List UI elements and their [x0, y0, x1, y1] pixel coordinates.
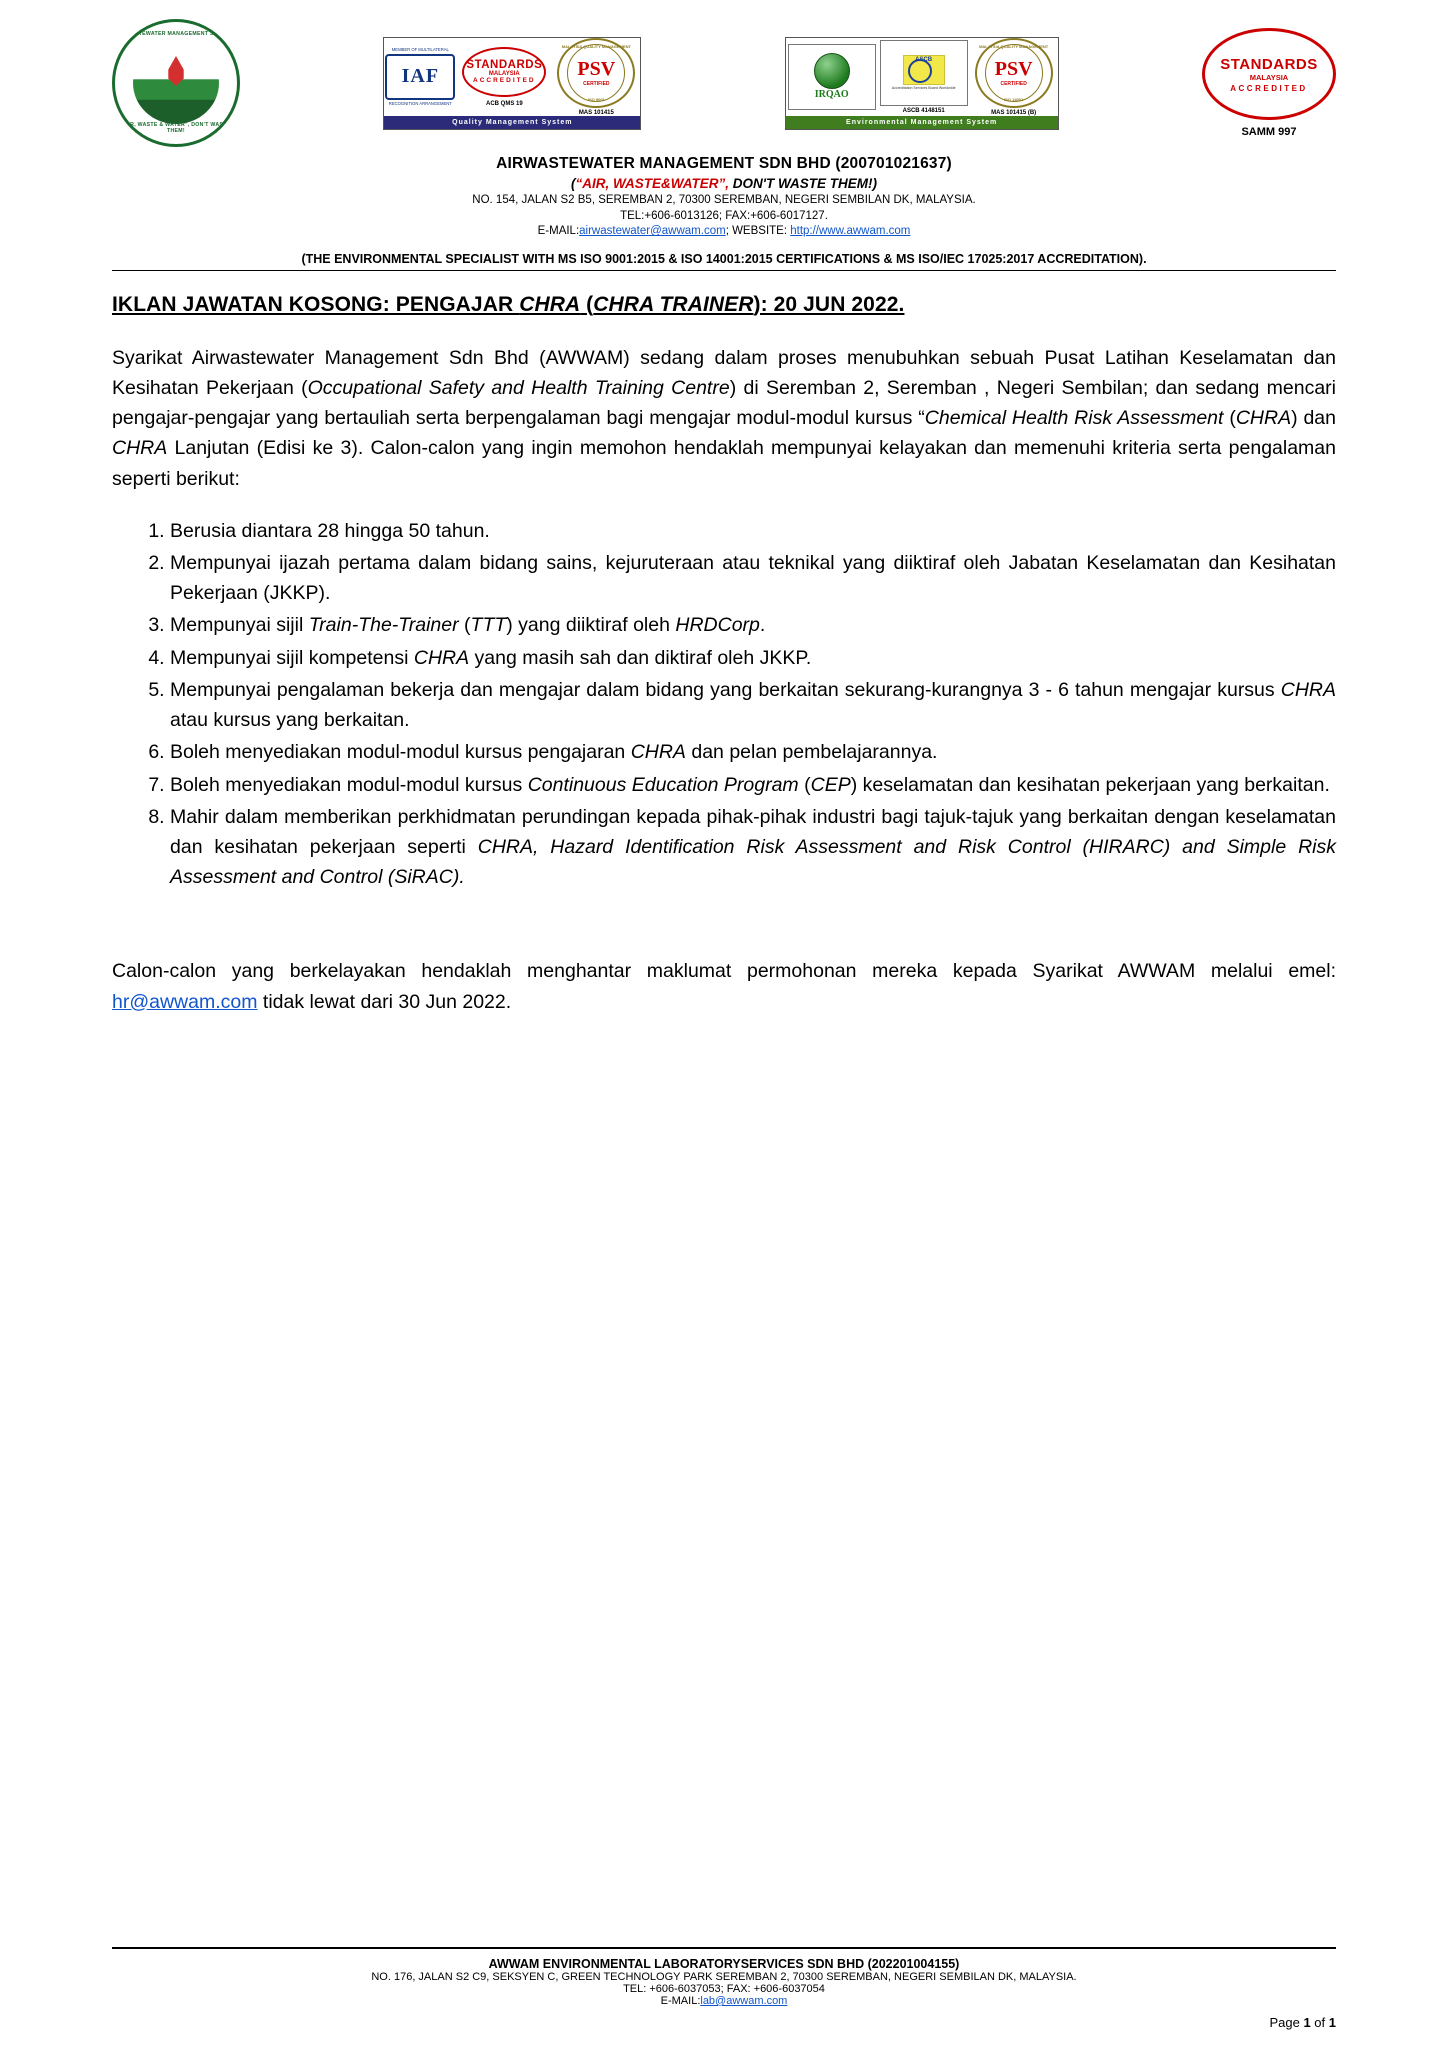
company-email-line	[112, 224, 1336, 240]
intro-em4: CHRA	[112, 437, 168, 460]
samm-icon	[1202, 28, 1336, 120]
psv-label-14001: PSV	[994, 58, 1033, 80]
requirement-text: Mempunyai ijazah pertama dalam bidang sains, kejuruteraan atau teknikal yang diiktiraf oleh Jabatan Keselamatan dan Kesihatan Pekerjaan (JKKP).	[170, 552, 1336, 605]
title-part-3: ): 20 JUN 2022.	[753, 292, 905, 316]
psv-label-9001: PSV	[577, 58, 616, 80]
intro-s1: Syarikat Airwastewater Management Sdn Bhd (AWWAM) sedang dalam proses menubuhkan sebuah Pusat Latihan Keselamatan dan Kesihatan Pekerjaan (	[112, 346, 1336, 399]
email-prefix-label: E-MAIL:	[537, 225, 580, 238]
intro-paragraph	[112, 343, 1336, 494]
requirement-text: yang masih sah dan diktiraf oleh JKKP.	[469, 646, 812, 669]
psv-ring-top-14001: MALAYSIA QUALITY MANAGEMENT	[979, 43, 1049, 49]
psv-ring-top-9001: MALAYSIA QUALITY MANAGEMENT	[561, 43, 631, 49]
ascb-sub-text: Accreditation Services Board Worldwide	[891, 85, 956, 90]
requirement-emphasis: HRDCorp	[675, 614, 760, 637]
page-mid: of	[1310, 2015, 1329, 2030]
slogan-black-text: DON'T WASTE THEM!)	[729, 175, 877, 191]
title-part-2: (	[580, 292, 594, 316]
psv-ring-bottom-14001: ISO 14001	[1004, 96, 1024, 102]
certification-logo-row	[112, 18, 1336, 148]
closing-paragraph	[112, 956, 1336, 1016]
irqao-logo	[786, 38, 878, 116]
requirement-text: ) yang diiktiraf oleh	[506, 614, 676, 637]
awwam-logo-inner	[133, 42, 219, 124]
header-divider	[112, 270, 1336, 271]
requirement-text: (	[798, 773, 811, 796]
requirements-list	[112, 516, 1336, 893]
iaf-logo	[384, 38, 456, 116]
samm-accreditation-logo	[1202, 28, 1336, 138]
requirement-text: Mempunyai sijil	[170, 614, 309, 637]
certification-statement: (THE ENVIRONMENTAL SPECIALIST WITH MS ISO 9001:2015 & ISO 14001:2015 CERTIFICATIONS & MS ISO/IEC 17025:2017 ACCREDITATION).	[301, 251, 1147, 266]
awwam-logo-icon	[112, 19, 240, 147]
page-total: 1	[1328, 2015, 1336, 2030]
psv-ring-bottom-9001: ISO 9001	[587, 96, 605, 102]
psv-inner-9001	[567, 44, 625, 102]
samm-code: SAMM 997	[1241, 126, 1297, 138]
requirement-item	[170, 675, 1336, 735]
title-part-1: IKLAN JAWATAN KOSONG: PENGAJAR	[112, 292, 520, 316]
requirement-text: Mempunyai sijil kompetensi	[170, 646, 414, 669]
psv-icon-14001	[975, 38, 1053, 108]
globe-icon	[814, 53, 850, 89]
standards-malaysia-acb-logo	[456, 38, 552, 116]
psv-certified-14001: CERTIFIED	[1000, 81, 1027, 87]
requirement-text: dan pelan pembelajarannya.	[685, 741, 938, 764]
company-name: AIRWASTEWATER MANAGEMENT SDN BHD (200701021637)	[496, 155, 952, 172]
iaf-top-text: MEMBER OF MULTILATERAL	[391, 46, 449, 52]
company-telephone: TEL:+606-6013126; FAX:+606-6017127.	[620, 209, 828, 222]
intro-s4: ) dan	[1291, 407, 1336, 430]
intro-s5: Lanjutan (Edisi ke 3). Calon-calon yang ingin memohon hendaklah mempunyai kelayakan dan memenuhi kriteria serta pengalaman seperti berikut:	[112, 437, 1336, 490]
psv-iso14001-logo	[970, 38, 1058, 116]
page-current: 1	[1303, 2015, 1311, 2030]
acb-code: ACB QMS 19	[485, 100, 523, 107]
standards-line2: MALAYSIA	[488, 71, 520, 77]
footer-email-line	[112, 1995, 1336, 2007]
company-address: NO. 154, JALAN S2 B5, SEREMBAN 2, 70300 SEREMBAN, NEGERI SEMBILAN DK, MALAYSIA.	[472, 194, 976, 207]
requirement-item	[170, 516, 1336, 546]
footer-telephone: TEL: +606-6037053; FAX: +606-6037054	[623, 1983, 825, 1995]
requirement-emphasis: CHRA	[1280, 678, 1336, 701]
requirement-emphasis: CHRA	[413, 646, 470, 669]
footer-email-link[interactable]: lab@awwam.com	[700, 1995, 788, 2007]
mas-code-14001: MAS 101415 (B)	[991, 109, 1037, 116]
mas-code-9001: MAS 101415	[578, 109, 614, 116]
samm-line3: ACCREDITED	[1230, 83, 1308, 93]
ascb-code: ASCB 4148151	[902, 107, 945, 114]
footer-email-prefix: E-MAIL:	[660, 1995, 701, 2007]
psv-icon-9001	[557, 38, 635, 108]
irqao-icon	[788, 44, 876, 110]
requirement-item	[170, 737, 1336, 767]
intro-em3: CHRA	[1235, 407, 1292, 430]
requirement-emphasis: CEP	[810, 773, 851, 796]
requirement-emphasis: Train-The-Trainer	[308, 614, 459, 637]
footer-address: NO. 176, JALAN S2 C9, SEKSYEN C, GREEN TECHNOLOGY PARK SEREMBAN 2, 70300 SEREMBAN, NEGERI SEMBILAN DK, MALAYSIA.	[371, 1971, 1077, 1983]
samm-line1: STANDARDS	[1220, 55, 1318, 73]
ascb-icon	[880, 40, 968, 106]
water-drop-icon	[165, 56, 187, 86]
ems-certification-group	[785, 37, 1059, 130]
awwam-logo-ring-bottom: "AIR, WASTE & WATER", DON'T WASTE THEM!	[121, 122, 231, 134]
ems-caption: Environmental Management System	[786, 116, 1058, 129]
page-number	[112, 2015, 1336, 2030]
requirement-item	[170, 802, 1336, 893]
intro-s2: ) di Seremban 2, Seremban , Negeri Sembilan; dan sedang mencari pengajar-pengajar yang bertauliah serta berpengalaman bagi mengajar modul-modul kursus “	[112, 376, 1336, 430]
company-website-link[interactable]: http://www.awwam.com	[790, 225, 911, 238]
qms-certification-group	[383, 37, 641, 130]
intro-em2: Chemical Health Risk Assessment	[924, 407, 1224, 430]
requirement-text: ) keselamatan dan kesihatan pekerjaan yang berkaitan.	[850, 773, 1330, 796]
title-em-1: CHRA	[519, 292, 581, 316]
irqao-label: IRQAO	[814, 89, 849, 100]
company-email-link[interactable]: airwastewater@awwam.com	[579, 225, 726, 238]
footer-company-name: AWWAM ENVIRONMENTAL LABORATORYSERVICES SDN BHD (202201004155)	[488, 1957, 960, 1971]
page-prefix: Page	[1269, 2015, 1304, 2030]
standards-line1: STANDARDS	[466, 59, 543, 71]
requirement-text: Mempunyai pengalaman bekerja dan mengajar dalam bidang yang berkaitan sekurang-kurangnya 3 - 6 tahun mengajar kursus	[170, 678, 1281, 701]
samm-line2: MALAYSIA	[1249, 72, 1289, 82]
requirement-emphasis: Continuous Education Program	[527, 773, 799, 796]
company-slogan	[112, 175, 1336, 193]
requirement-emphasis: CHRA, Hazard Identification Risk Assessment and Risk Control (HIRARC) and Simple Risk Assessment and Control (SiRAC).	[170, 835, 1336, 889]
requirement-text: Mahir dalam memberikan perkhidmatan perundingan kepada pihak-pihak industri bagi tajuk-tajuk yang berkaitan dengan keselamatan dan kesihatan pekerjaan seperti	[170, 805, 1336, 858]
requirement-text: Boleh menyediakan modul-modul kursus	[170, 773, 528, 796]
requirement-emphasis: CHRA	[630, 741, 686, 764]
standards-malaysia-icon	[462, 47, 546, 97]
awwam-company-logo	[112, 19, 240, 147]
slogan-red-text: “AIR, WASTE&WATER”,	[575, 175, 730, 191]
requirement-text: .	[759, 614, 766, 637]
hr-email-link[interactable]: hr@awwam.com	[112, 990, 258, 1013]
psv-inner-14001	[985, 44, 1043, 102]
requirement-item	[170, 643, 1336, 673]
requirement-text: (	[458, 614, 471, 637]
intro-s3: (	[1223, 407, 1236, 430]
ascb-label: ASCB	[915, 56, 933, 63]
requirement-text: Berusia diantara 28 hingga 50 tahun.	[170, 519, 490, 542]
closing-s2: tidak lewat dari 30 Jun 2022.	[257, 990, 512, 1013]
page-title	[112, 293, 1336, 317]
qms-caption: Quality Management System	[384, 116, 640, 129]
psv-iso9001-logo	[552, 38, 640, 116]
website-prefix-label: ; WEBSITE:	[725, 225, 791, 238]
page-footer	[112, 1947, 1336, 2030]
iaf-icon: IAF	[385, 54, 455, 100]
requirement-item	[170, 610, 1336, 640]
title-em-2: CHRA TRAINER	[593, 292, 754, 316]
company-header	[112, 154, 1336, 240]
requirement-emphasis: TTT	[470, 614, 507, 637]
requirement-text: atau kursus yang berkaitan.	[170, 709, 410, 732]
awwam-logo-ring-top: AIRWASTEWATER MANAGEMENT SDN BHD	[116, 31, 236, 37]
standards-line3: ACCREDITED	[473, 77, 536, 84]
requirement-item	[170, 770, 1336, 800]
closing-s1: Calon-calon yang berkelayakan hendaklah menghantar maklumat permohonan mereka kepada Syarikat AWWAM melalui emel:	[112, 960, 1336, 983]
intro-em1: Occupational Safety and Health Training Centre	[307, 376, 730, 399]
requirement-item	[170, 548, 1336, 608]
iaf-sub-text: RECOGNITION ARRANGEMENT	[388, 100, 452, 106]
requirement-text: Boleh menyediakan modul-modul kursus pengajaran	[170, 741, 631, 764]
footer-divider	[112, 1947, 1336, 1949]
ascb-logo	[878, 38, 970, 116]
slogan-open-paren: (	[571, 175, 576, 191]
psv-certified-9001: CERTIFIED	[583, 81, 610, 87]
